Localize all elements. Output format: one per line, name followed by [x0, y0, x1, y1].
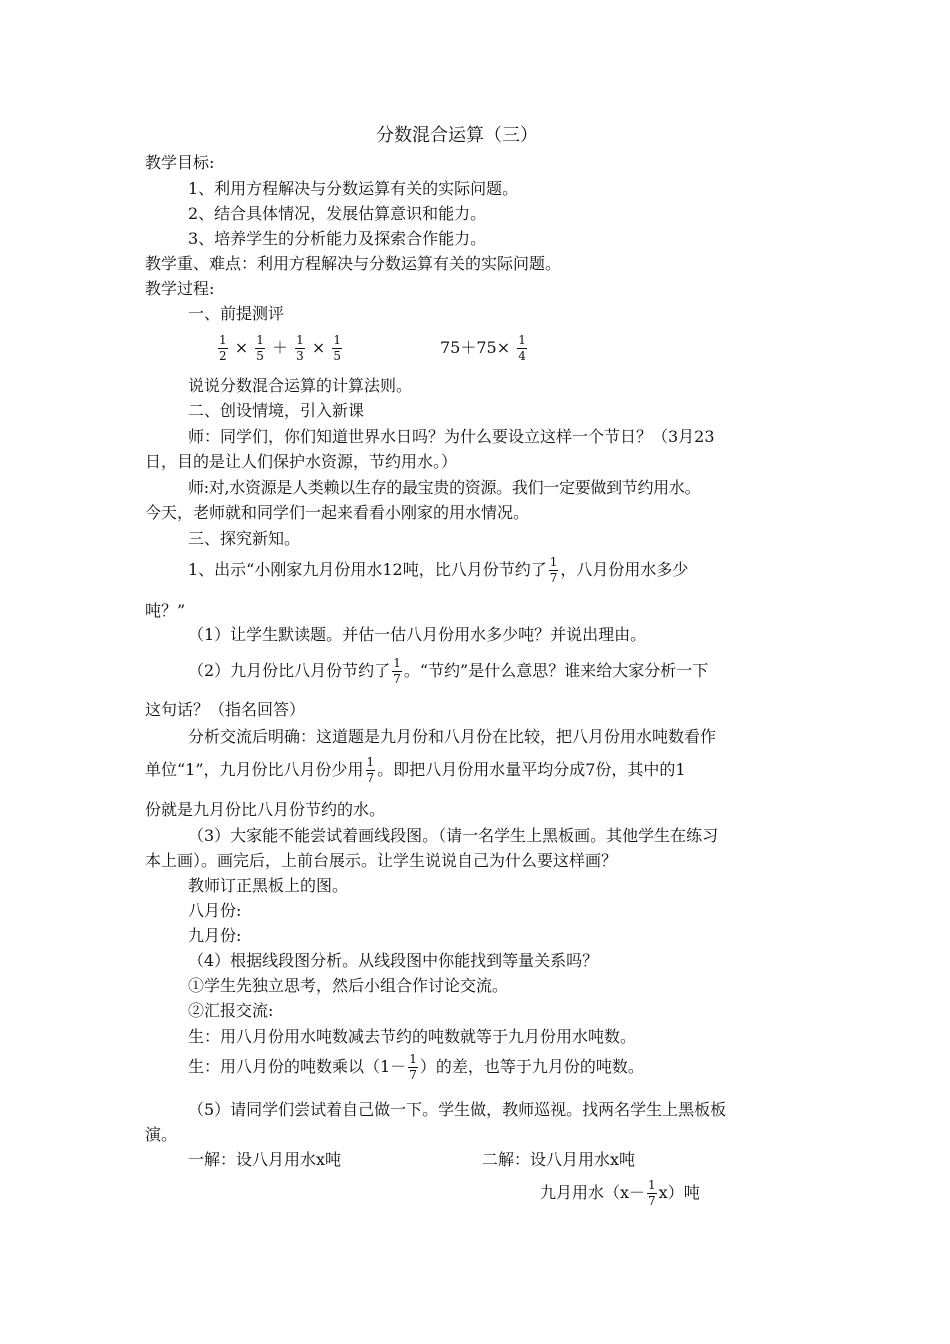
paragraph-1-line-2: 日，目的是让人们保护水资源，节约用水。） — [145, 452, 458, 471]
operator: × — [311, 338, 326, 357]
student-answer-2-text: 生：用八月份的吨数乘以（1－ — [188, 1057, 407, 1076]
expression-1 — [216, 330, 344, 366]
august-label: 八月份: — [188, 901, 242, 920]
question-1-line-2: 吨？” — [145, 601, 186, 620]
fraction: $\frac{1}{7}$ — [549, 555, 558, 585]
fraction: $\frac{1}{7}$ — [393, 656, 401, 686]
analysis-text-end: 。即把八月份用水量平均分成7份，其中的1 — [377, 760, 686, 779]
solution-2-expression — [540, 1175, 700, 1211]
section-3-heading: 三、探究新知。 — [188, 529, 301, 548]
step-2-text-end: 。“节约”是什么意思？谁来给大家分析一下 — [403, 661, 709, 680]
step-5-line-2: 演。 — [145, 1125, 178, 1144]
step-4-item-1: ①学生先独立思考，然后小组合作讨论交流。 — [188, 976, 509, 995]
analysis-text: 单位“1”，九月份比八月份少用 — [145, 760, 364, 779]
fraction: $\frac{1}{7}$ — [366, 755, 375, 785]
operator: × — [234, 338, 249, 357]
solution-2-setup: 二解：设八月用水x吨 — [482, 1150, 636, 1169]
step-3-line-2: 本上画）。画完后，上前台展示。让学生说说自己为什么要这样画？ — [145, 851, 618, 870]
step-2-text: （2）九月份比八月份节约了 — [188, 661, 391, 680]
student-answer-2 — [188, 1049, 644, 1085]
expression-2 — [440, 330, 529, 366]
goal-3: 3、培养学生的分析能力及探索合作能力。 — [188, 229, 487, 248]
goals-heading: 教学目标: — [145, 153, 215, 172]
step-5-line-1: （5）请同学们尝试着自己做一下。学生做，教师巡视。找两名学生上黑板板 — [188, 1100, 727, 1119]
analysis-line-3: 份就是九月份比八月份节约的水。 — [145, 800, 386, 819]
section-1-prompt: 说说分数混合运算的计算法则。 — [188, 376, 413, 395]
step-2-line-2: 这句话？（指名回答） — [145, 700, 306, 719]
september-label: 九月份: — [188, 926, 242, 945]
fraction: $\frac{1}{7}$ — [648, 1178, 656, 1208]
analysis-line-1: 分析交流后明确：这道题是九月份和八月份在比较，把八月份用水吨数看作 — [188, 727, 717, 746]
section-1-heading: 一、前提测评 — [188, 304, 285, 323]
step-2-line-1 — [188, 653, 708, 689]
student-answer-1: 生：用八月份用水吨数减去节约的吨数就等于九月份用水吨数。 — [188, 1027, 637, 1046]
fraction: $\frac{1}{7}$ — [409, 1052, 417, 1082]
solution-2-text-end: x）吨 — [658, 1183, 700, 1202]
step-1: （1）让学生默读题。并估一估八月份用水多少吨？并说出理由。 — [188, 625, 647, 644]
paragraph-2-line-2: 今天，老师就和同学们一起来看看小刚家的用水情况。 — [145, 503, 530, 522]
fraction: $\frac{1}{5}$ — [333, 333, 341, 363]
section-2-heading: 二、创设情境，引入新课 — [188, 401, 365, 420]
fraction: $\frac{1}{2}$ — [219, 333, 227, 363]
fraction: $\frac{1}{5}$ — [256, 333, 264, 363]
fraction: $\frac{1}{4}$ — [518, 333, 526, 363]
step-3-line-1: （3）大家能不能尝试着画线段图。（请一名学生上黑板画。其他学生在练习 — [188, 826, 719, 845]
process-heading: 教学过程: — [145, 279, 215, 298]
step-4-item-2: ②汇报交流: — [188, 1001, 274, 1020]
question-1-line-1 — [188, 552, 688, 588]
operator: ＋ — [271, 338, 288, 357]
step-4: （4）根据线段图分析。从线段图中你能找到等量关系吗？ — [188, 951, 599, 970]
question-1-text-end: ，八月份用水多少 — [560, 560, 689, 579]
goal-1: 1、利用方程解决与分数运算有关的实际问题。 — [188, 179, 519, 198]
student-answer-2-text-end: ）的差，也等于九月份的吨数。 — [419, 1057, 644, 1076]
teacher-correction: 教师订正黑板上的图。 — [188, 876, 349, 895]
fraction: $\frac{1}{3}$ — [296, 333, 304, 363]
question-1-text: 1、出示“小刚家九月份用水12吨，比八月份节约了 — [188, 560, 547, 579]
key-points: 教学重、难点：利用方程解决与分数运算有关的实际问题。 — [145, 254, 562, 273]
paragraph-2-line-1: 师:对,水资源是人类赖以生存的最宝贵的资源。我们一定要做到节约用水。 — [188, 478, 701, 497]
solution-1-setup: 一解：设八月用水x吨 — [188, 1150, 342, 1169]
analysis-line-2 — [145, 752, 686, 788]
page-title: 分数混合运算（三） — [376, 125, 538, 146]
paragraph-1-line-1: 师：同学们，你们知道世界水日吗？为什么要设立这样一个节日？（3月23 — [188, 427, 715, 446]
expression-2-text: 75＋75× — [440, 338, 511, 357]
goal-2: 2、结合具体情况，发展估算意识和能力。 — [188, 204, 487, 223]
solution-2-text: 九月用水（x－ — [540, 1183, 646, 1202]
